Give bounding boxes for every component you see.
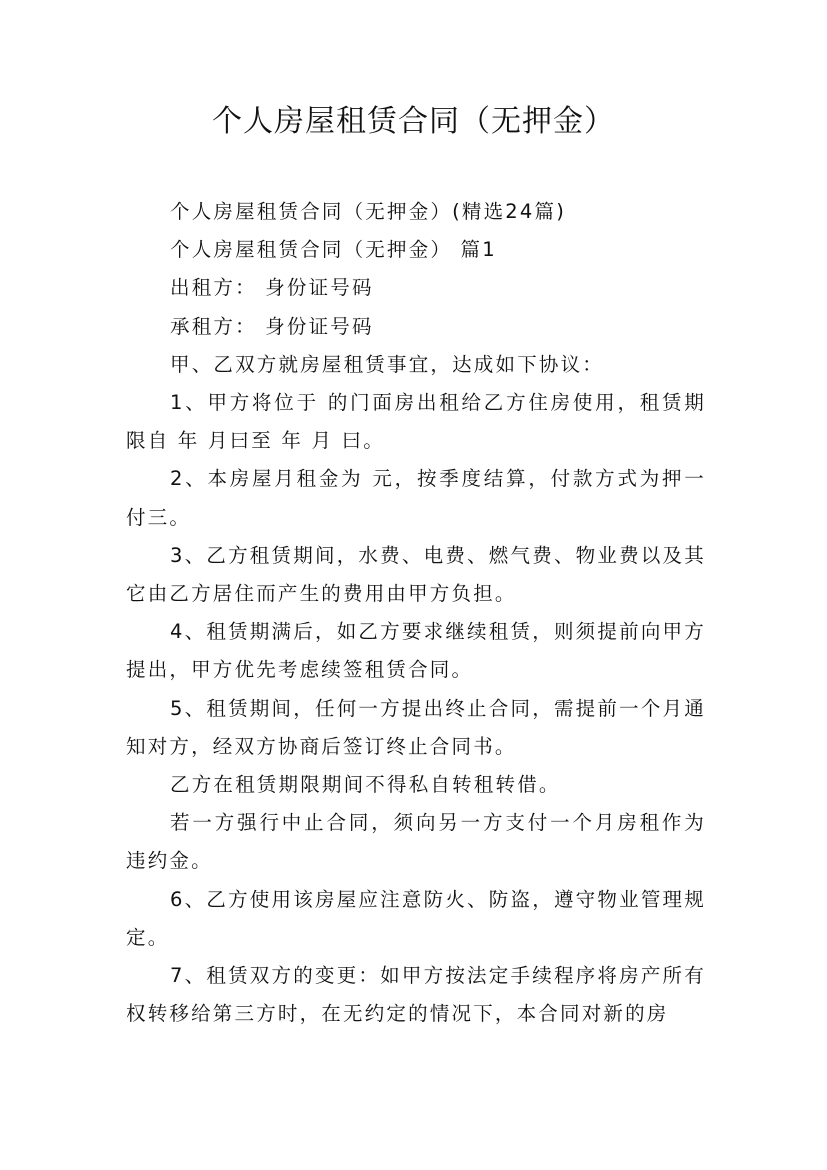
paragraph-penalty: 若一方强行中止合同，须向另一方支付一个月房租作为违约金。 <box>126 811 706 873</box>
paragraph-no-sublease: 乙方在租赁期限期间不得私自转租转借。 <box>170 773 561 797</box>
paragraph-clause-3: 3、乙方租赁期间，水费、电费、燃气费、物业费以及其它由乙方居住而产生的费用由甲方负担。 <box>126 543 706 606</box>
paragraph-clause-2: 2、本房屋月租金为 元，按季度结算，付款方式为押一付三。 <box>126 467 706 529</box>
paragraph-subtitle: 个人房屋租赁合同（无押金）(精选24篇) <box>170 200 567 223</box>
paragraph-clause-7: 7、租赁双方的变更：如甲方按法定手续程序将房产所有权转移给第三方时，在无约定的情况下，本合同对新的房 <box>126 964 706 1026</box>
paragraph-clause-1: 1、甲方将位于 的门面房出租给乙方住房使用，租赁期限自 年 月曰至 年 月 曰。 <box>126 391 706 453</box>
paragraph-clause-4: 4、租赁期满后，如乙方要求继续租赁，则须提前向甲方提出，甲方优先考虑续签租赁合同。 <box>126 620 706 682</box>
document-title: 个人房屋租赁合同（无押金） <box>212 104 615 139</box>
paragraph-lessee: 承租方： 身份证号码 <box>170 314 374 338</box>
paragraph-clause-5: 5、租赁期间，任何一方提出终止合同，需提前一个月通知对方，经双方协商后签订终止合同书。 <box>126 696 706 758</box>
paragraph-intro: 甲、乙双方就房屋租赁事宜，达成如下协议： <box>170 352 605 376</box>
document-body <box>126 193 706 1033</box>
paragraph-heading: 个人房屋租赁合同（无押金） 篇1 <box>170 238 497 262</box>
paragraph-clause-6: 6、乙方使用该房屋应注意防火、防盗，遵守物业管理规定。 <box>126 887 706 949</box>
paragraph-lessor: 出租方： 身份证号码 <box>170 276 374 300</box>
